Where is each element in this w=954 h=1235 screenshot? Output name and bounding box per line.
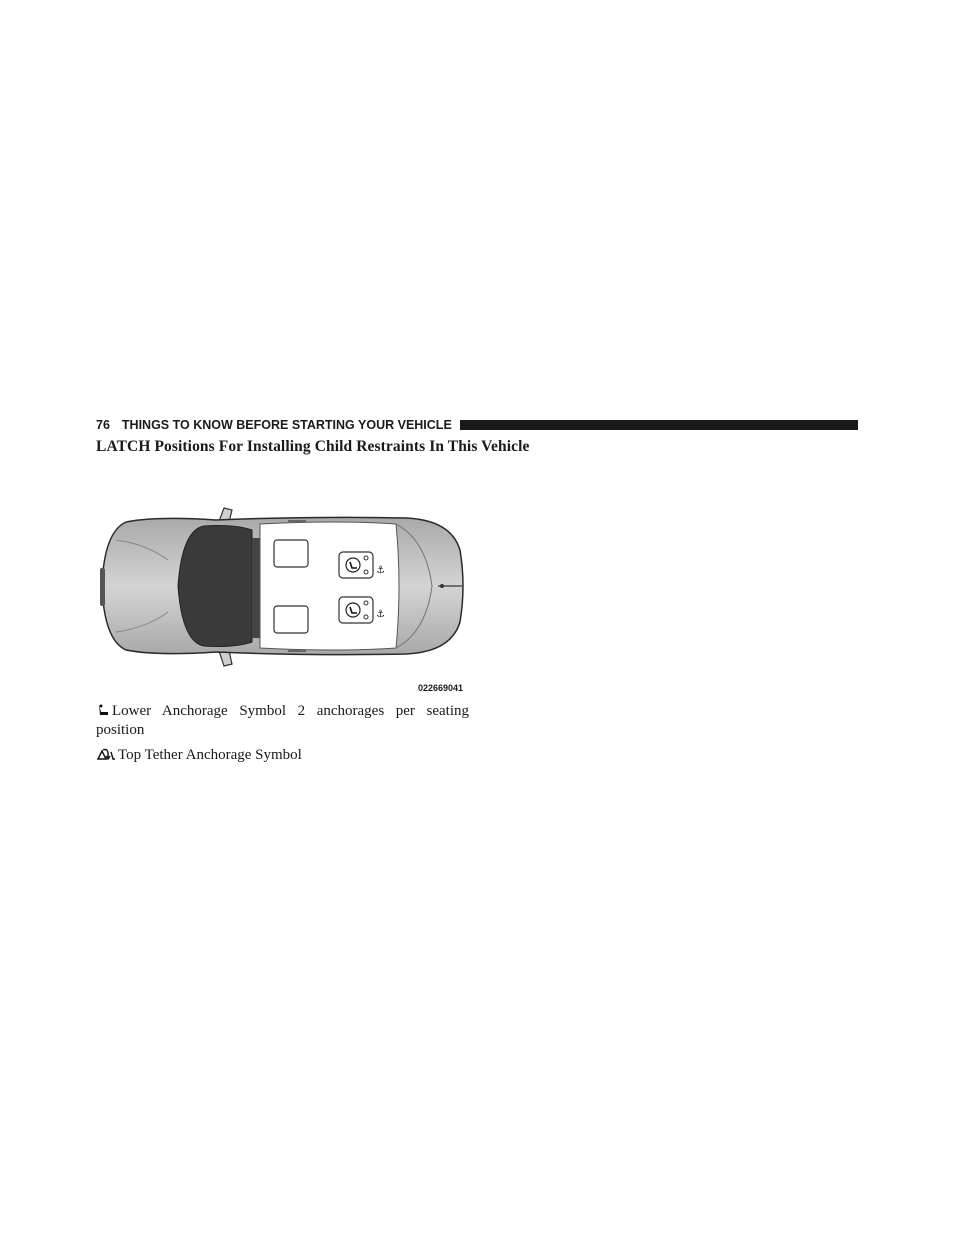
car-top-view [96, 500, 470, 696]
running-header [96, 417, 858, 433]
legend-text: Lower Anchorage Symbol 2 anchorages per seating position [96, 703, 469, 738]
legend-top-tether [96, 746, 469, 765]
windshield [178, 526, 252, 647]
figure-code: 022669041 [418, 683, 464, 693]
front-seat-left [274, 540, 308, 567]
header-bar [460, 420, 858, 430]
section-title: LATCH Positions For Installing Child Restraints In This Vehicle [96, 438, 530, 455]
page-number: 76 [96, 418, 110, 432]
front-grille [100, 568, 105, 606]
windshield-frame [252, 538, 260, 638]
lower-anchorage-icon [96, 704, 110, 717]
vehicle-diagram [96, 500, 470, 696]
front-seat-right [274, 606, 308, 633]
svg-text:⚓: ⚓ [376, 565, 385, 576]
top-tether-icon [96, 748, 116, 761]
svg-text:⚓: ⚓ [376, 609, 385, 620]
section-heading: THINGS TO KNOW BEFORE STARTING YOUR VEHICLE [121, 418, 452, 432]
legend-text: Top Tether Anchorage Symbol [118, 747, 302, 763]
legend-lower-anchorage [96, 702, 469, 740]
